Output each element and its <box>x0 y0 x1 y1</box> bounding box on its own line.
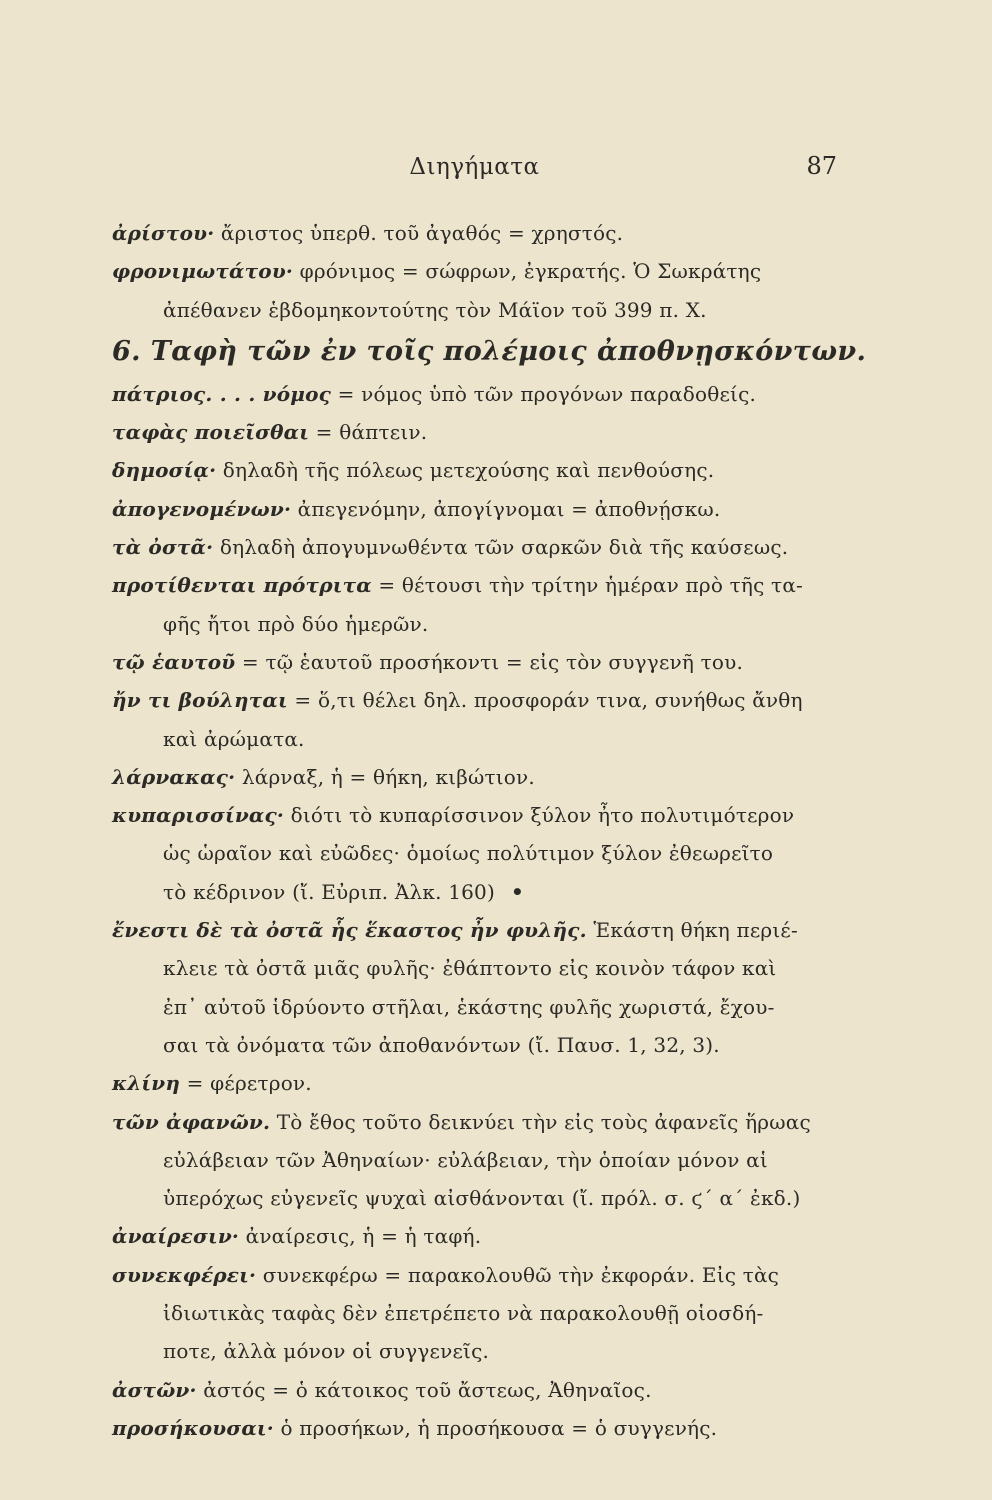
entry-line <box>112 643 842 681</box>
entry-line <box>112 214 842 252</box>
lemma: ἔνεστι δὲ τὰ ὀστᾶ ἧς ἕκαστος ἦν φυλῆς. <box>112 918 587 943</box>
gloss-text: φῆς ἤτοι πρὸ δύο ἡμερῶν. <box>163 611 429 636</box>
lemma: φρονιμωτάτου· <box>112 259 294 284</box>
entry-line <box>112 1217 842 1255</box>
continuation-line <box>112 291 842 329</box>
gloss-text: = φέρετρον. <box>180 1071 312 1096</box>
gloss-text: Τὸ ἔθος τοῦτο δεικνύει τὴν εἰς τοὺς ἀφανεῖς ἥρωας <box>270 1109 811 1134</box>
gloss-text: ὑπερόχως εὐγενεῖς ψυχαὶ αἰσθάνονται (ἴ. πρόλ. σ. ϛ´ α´ ἐκδ.) <box>163 1186 801 1211</box>
entry-line <box>112 1103 842 1141</box>
gloss-text: ἀστός = ὁ κάτοικος τοῦ ἄστεως, Ἀθηναῖος. <box>196 1377 652 1402</box>
entry-line <box>112 528 842 566</box>
lemma: τὰ ὀστᾶ· <box>112 535 214 560</box>
gloss-text: ἄριστος ὑπερθ. τοῦ ἀγαθός = χρηστός. <box>214 221 624 245</box>
gloss-text: φρόνιμος = σώφρων, ἐγκρατής. Ὁ Σωκράτης <box>293 259 762 284</box>
entry-line <box>112 1256 842 1294</box>
entry-line <box>112 1064 842 1102</box>
entry-line <box>112 681 842 719</box>
continuation-line <box>112 949 842 987</box>
continuation-line <box>112 720 842 758</box>
running-title: Διηγήματα <box>409 154 540 180</box>
entry-line <box>112 490 842 528</box>
lemma: προσήκουσαι· <box>112 1415 274 1440</box>
entry-line <box>112 375 842 413</box>
lemma: κλίνη <box>112 1071 181 1096</box>
gloss-text: ὁ προσήκων, ἡ προσήκουσα = ὁ συγγενής. <box>273 1415 718 1440</box>
lemma: πάτριος. . . . νόμος <box>112 381 332 406</box>
bullet-mark: • <box>510 879 524 904</box>
gloss-text: καὶ ἀρώματα. <box>163 726 305 751</box>
continuation-line <box>112 1294 842 1332</box>
gloss-text: κλειε τὰ ὀστᾶ μιᾶς φυλῆς· ἐθάπτοντο εἰς κοινὸν τάφον καὶ <box>163 956 777 981</box>
lemma: ἀπογενομένων· <box>112 496 292 521</box>
lemma: συνεκφέρει· <box>112 1262 257 1287</box>
gloss-text: = θάπτειν. <box>309 420 428 445</box>
gloss-text: εὐλάβειαν τῶν Ἀθηναίων· εὐλάβειαν, τὴν ὁποίαν μόνον αἱ <box>163 1147 768 1172</box>
entry-line <box>112 451 842 489</box>
gloss-text: συνεκφέρω = παρακολουθῶ τὴν ἐκφοράν. Εἰς τὰς <box>256 1262 780 1287</box>
lemma: τῷ ἑαυτοῦ <box>112 649 236 674</box>
continuation-line <box>112 1141 842 1179</box>
gloss-text: ἀναίρεσις, ἡ = ἡ ταφή. <box>239 1224 482 1249</box>
page-number: 87 <box>806 152 837 180</box>
gloss-text: δηλαδὴ τῆς πόλεως μετεχούσης καὶ πενθούσης. <box>216 458 715 483</box>
gloss-text: = θέτουσι τὴν τρίτην ἡμέραν πρὸ τῆς τα- <box>371 573 803 598</box>
continuation-line <box>112 873 842 911</box>
entry-line <box>112 1371 842 1409</box>
gloss-text: ἰδιωτικὰς ταφὰς δὲν ἐπετρέπετο νὰ παρακολουθῇ οἱοσδή- <box>163 1301 764 1326</box>
entry-line <box>112 252 842 290</box>
lemma: ταφὰς ποιεῖσθαι <box>112 420 310 445</box>
gloss-text: λάρναξ, ἡ = θήκη, κιβώτιον. <box>235 764 535 789</box>
gloss-text: σαι τὰ ὀνόματα τῶν ἀποθανόντων (ἴ. Παυσ. 1, 32, 3). <box>163 1032 720 1057</box>
gloss-text: διότι τὸ κυπαρίσσινον ξύλον ἦτο πολυτιμότερον <box>284 803 795 828</box>
entry-line <box>112 758 842 796</box>
entry-line <box>112 911 842 949</box>
gloss-text: δηλαδὴ ἀπογυμνωθέντα τῶν σαρκῶν διὰ τῆς καύσεως. <box>213 535 789 560</box>
gloss-text: Ἑκάστη θήκη περιέ- <box>586 918 798 943</box>
lemma: τῶν ἀφανῶν. <box>112 1109 271 1134</box>
entry-line <box>112 566 842 604</box>
commentary-entries <box>112 214 867 1447</box>
gloss-text: τὸ κέδρινον (ἴ. Εὐριπ. Ἀλκ. 160) <box>163 879 495 904</box>
lemma: κυπαρισσίνας· <box>112 803 285 828</box>
gloss-text: ποτε, ἀλλὰ μόνον οἱ συγγενεῖς. <box>163 1339 490 1364</box>
continuation-line <box>112 605 842 643</box>
entry-line <box>112 1409 842 1447</box>
page-header <box>112 150 837 190</box>
lemma: ἀναίρεσιν· <box>112 1224 240 1249</box>
continuation-line <box>112 834 842 872</box>
gloss-text: = ὅ,τι θέλει δηλ. προσφοράν τινα, συνήθως ἄνθη <box>287 688 803 713</box>
lemma: ἀρίστου· <box>112 221 215 245</box>
lemma: δημοσίᾳ· <box>112 458 217 483</box>
gloss-text: ἀπέθανεν ἑβδομηκοντούτης τὸν Μάϊον τοῦ 399 π. Χ. <box>163 297 707 322</box>
lemma: προτίθενται πρότριτα <box>112 573 372 598</box>
continuation-line <box>112 1179 842 1217</box>
entry-line <box>112 796 842 834</box>
continuation-line <box>112 1332 842 1370</box>
lemma: ἀστῶν· <box>112 1377 197 1402</box>
entry-line <box>112 413 842 451</box>
gloss-text: = τῷ ἑαυτοῦ προσήκοντι = εἰς τὸν συγγενῆ του. <box>235 649 744 674</box>
continuation-line <box>112 988 842 1026</box>
continuation-line <box>112 1026 842 1064</box>
lemma: ἤν τι βούληται <box>112 688 288 713</box>
lemma: λάρνακας· <box>112 764 236 789</box>
section-heading: 6. Ταφὴ τῶν ἐν τοῖς πολέμοις ἀποθνῃσκόντων. <box>112 335 867 367</box>
gloss-text: = νόμος ὑπὸ τῶν προγόνων παραδοθείς. <box>331 381 757 406</box>
gloss-text: ὡς ὡραῖον καὶ εὐῶδες· ὁμοίως πολύτιμον ξύλον ἐθεωρεῖτο <box>163 841 774 866</box>
gloss-text: ἐπ᾿ αὐτοῦ ἱδρύοντο στῆλαι, ἑκάστης φυλῆς χωριστά, ἔχου- <box>163 994 775 1019</box>
gloss-text: ἀπεγενόμην, ἀπογίγνομαι = ἀποθνῄσκω. <box>291 496 721 521</box>
